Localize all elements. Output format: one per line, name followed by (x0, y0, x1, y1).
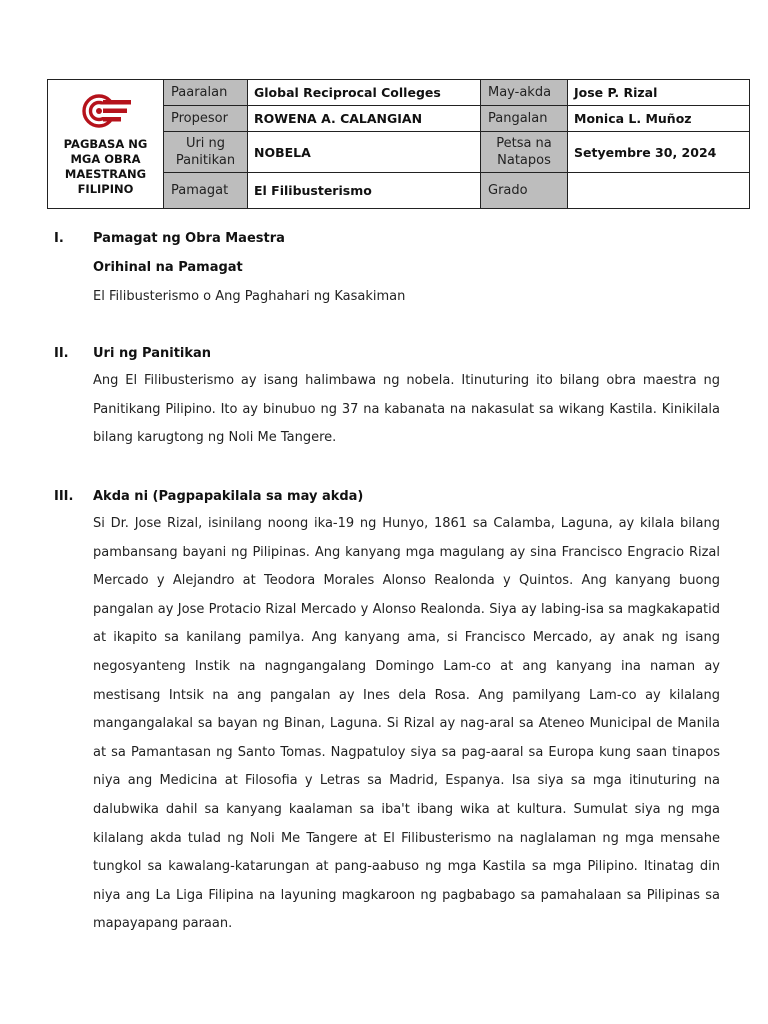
label-pangalan: Pangalan (481, 105, 568, 132)
section-text: El Filibusterismo o Ang Paghahari ng Kasakiman (93, 289, 406, 304)
value-pamagat: El Filibusterismo (248, 173, 481, 209)
section-paragraph: Si Dr. Jose Rizal, isinilang noong ika-19 ng Hunyo, 1861 sa Calamba, Laguna, ay kilala bilang pambansang bayani ng Pilipinas. Ang kanyang mga magulang ay sina Francisco Engracio Rizal Mercado y Alejandro at Teodora Morales Alonso Realonda y Quintos. Ang kanyang buong pangalan ay Jose Protacio Rizal Mercado y Alonso Realonda. Siya ay labing-isa sa magkakapatid at ikapito sa kanilang pamilya. Ang kanyang ama, si Francisco Mercado, ay anak ng isang negosyanteng Instik na nagngangalang Domingo Lam-co at ang kanyang ina naman ay mestisang Intsik na ang pangalan ay Ines dela Rosa. Ang pamilyang Lam-co ay kilalang mangangalakal sa bayan ng Binan, Laguna. Si Rizal ay nag-aral sa Ateneo Municipal de Manila at sa Pamantasan ng Santo Tomas. Nagpatuloy siya sa pag-aaral sa Europa kung saan tinapos niya ang Medicina at Filosofia y Letras sa Madrid, Espanya. Isa siya sa mga itinuturing na dalubwika dahil sa kanyang kaalaman sa iba't ibang wika at kultura. Sumulat siya ng mga kilalang akda tulad ng Noli Me Tangere at El Filibusterismo na naglalaman ng mga mensahe tungkol sa kawalang-katarungan at pang-aabuso ng mga Kastila sa mga Pilipino. Itinatag din niya ang La Liga Filipina na layuning magkaroon ng pagbabago sa pamahalaan sa Pilipinas sa mapayapang paraan. (93, 516, 720, 932)
logo-text (52, 137, 159, 197)
logo-text-line: FILIPINO (77, 182, 134, 196)
value-petsa-na-natapos: Setyembre 30, 2024 (568, 132, 750, 173)
label-uri-ng-panitikan: Uri ng Panitikan (164, 132, 248, 173)
label-may-akda: May-akda (481, 80, 568, 106)
section-title: Pamagat ng Obra Maestra (93, 231, 285, 246)
school-logo-icon (77, 91, 135, 131)
section-number: I. (54, 231, 64, 246)
section-subtitle: Orihinal na Pamagat (93, 260, 243, 275)
section-paragraph: Ang El Filibusterismo ay isang halimbawa ng nobela. Itinuturing ito bilang obra maestra ng Panitikang Pilipino. Ito ay binubuo ng 37 na kabanata na nakasulat sa wikang Kastila. Kinikilala bilang karugtong ng Noli Me Tangere. (93, 373, 720, 446)
label-propesor: Propesor (164, 105, 248, 132)
section-title: Uri ng Panitikan (93, 346, 212, 361)
label-paaralan: Paaralan (164, 80, 248, 106)
logo-text-line: MGA OBRA (70, 152, 141, 166)
logo-text-line: MAESTRANG (64, 167, 147, 181)
header-info-table (47, 79, 750, 209)
value-may-akda: Jose P. Rizal (568, 80, 750, 106)
logo-text-line: PAGBASA NG (63, 137, 148, 151)
header-row (48, 80, 750, 106)
label-grado: Grado (481, 173, 568, 209)
value-propesor: ROWENA A. CALANGIAN (248, 105, 481, 132)
value-grado (568, 173, 750, 209)
label-petsa-na-natapos: Petsa na Natapos (481, 132, 568, 173)
section-number: II. (54, 346, 69, 361)
value-pangalan: Monica L. Muñoz (568, 105, 750, 132)
value-uri-ng-panitikan: NOBELA (248, 132, 481, 173)
value-paaralan: Global Reciprocal Colleges (248, 80, 481, 106)
logo-block (48, 80, 164, 209)
section-title: Akda ni (Pagpapakilala sa may akda) (93, 489, 364, 504)
section-number: III. (54, 489, 74, 504)
label-pamagat: Pamagat (164, 173, 248, 209)
